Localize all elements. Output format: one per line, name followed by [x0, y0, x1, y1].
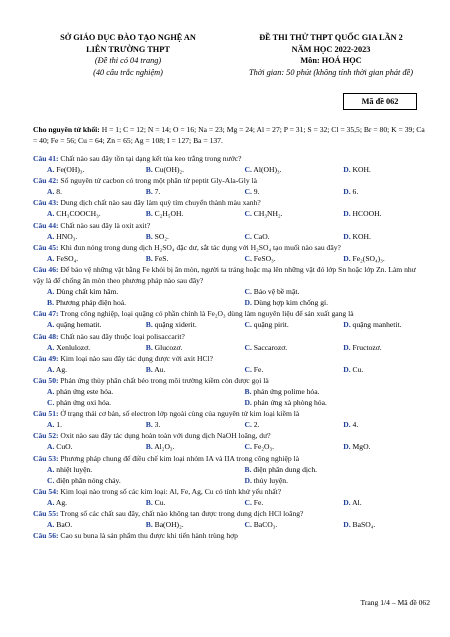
question-number: Câu 44:	[33, 220, 59, 230]
option-text: CH₃NH₂.	[253, 209, 283, 219]
option-letter: A.	[47, 442, 55, 452]
question-text: Chất nào sau đây tồn tại dạng kết tủa keo trắng trong nước?	[58, 154, 242, 163]
option-letter: C.	[244, 364, 252, 374]
question-text: Để bảo vệ những vật bằng Fe khỏi bị ăn mòn, người ta tráng hoặc mạ lên những vật đó lớp Sn hoặc lớp Zn. Làm như vậy là để chống ăn mòn theo phương pháp nào sau đây?	[33, 264, 416, 286]
option-letter: B.	[145, 165, 153, 175]
option-text: MgO.	[352, 442, 371, 452]
atomic-masses-label: Cho nguyên tử khối:	[33, 125, 100, 134]
option-text: nhiệt luyện.	[56, 464, 93, 474]
answer-option	[231, 164, 330, 175]
answer-option	[231, 475, 429, 486]
question-number: Câu 49:	[33, 353, 59, 363]
answer-option	[33, 397, 231, 408]
option-text: HCOOH.	[352, 209, 382, 219]
question-stem	[33, 453, 428, 464]
question-stem	[33, 375, 428, 386]
option-letter: A.	[47, 253, 55, 263]
option-letter: D.	[244, 475, 252, 485]
answer-option	[329, 364, 428, 375]
answer-option	[132, 342, 231, 353]
option-text: Bảo vệ bề mặt.	[253, 287, 300, 297]
option-letter: A.	[47, 497, 55, 507]
option-letter: B.	[145, 442, 153, 452]
question-text: Oxit nào sau đây tác dụng hoàn toàn với dung dịch NaOH loãng, dư?	[58, 431, 271, 441]
option-letter: A.	[47, 165, 55, 175]
question-stem	[33, 308, 428, 319]
answer-option	[132, 419, 231, 430]
header-left	[40, 32, 216, 78]
option-row	[33, 519, 428, 530]
option-letter: D.	[244, 298, 252, 308]
option-letter: D.	[343, 520, 351, 530]
option-letter: B.	[145, 364, 153, 374]
option-letter: D.	[343, 209, 351, 219]
option-text: thủy luyện.	[253, 475, 288, 485]
option-text: Al.	[352, 497, 362, 507]
question-number: Câu 43:	[33, 198, 59, 208]
question-number: Câu 54:	[33, 486, 59, 496]
option-text: Glucozơ.	[154, 342, 183, 352]
answer-option	[132, 208, 231, 219]
option-row	[33, 397, 428, 408]
question-text: Số nguyên tử cacbon có trong một phân tử peptit Gly-Ala-Gly là	[58, 176, 257, 186]
answer-option	[231, 364, 330, 375]
question-text: Chất nào sau đây thuộc loại polisaccarit?	[58, 331, 185, 341]
option-text: Al(OH)₃.	[253, 165, 282, 175]
option-text: Fe₂(SO₄)₃.	[352, 253, 385, 263]
option-letter: C.	[244, 187, 252, 197]
option-row	[33, 419, 428, 430]
question-stem	[33, 530, 428, 541]
answer-option	[132, 364, 231, 375]
answer-option	[329, 186, 428, 197]
answer-option	[33, 286, 231, 297]
answer-option	[33, 231, 132, 242]
option-text: 2.	[253, 420, 260, 430]
option-letter: C.	[47, 475, 55, 485]
answer-option	[231, 519, 330, 530]
answer-option	[33, 186, 132, 197]
option-text: 9.	[253, 187, 260, 197]
option-text: Cu.	[352, 364, 364, 374]
answer-option	[329, 519, 428, 530]
answer-option	[329, 342, 428, 353]
question-stem	[33, 408, 428, 419]
option-text: Fe.	[253, 364, 264, 374]
option-letter: A.	[47, 464, 55, 474]
header-right	[226, 32, 436, 78]
option-text: 4.	[352, 420, 359, 430]
option-letter: C.	[244, 442, 252, 452]
question-text: Kim loại nào sau đây tác dụng được với axit HCl?	[58, 353, 214, 363]
option-text: Ag.	[55, 497, 68, 507]
answer-option	[231, 419, 330, 430]
option-letter: D.	[343, 320, 351, 330]
option-text: SO₂.	[154, 231, 169, 241]
option-text: Cu.	[154, 497, 166, 507]
option-letter: D.	[343, 253, 351, 263]
option-text: C₂H₅OH.	[154, 209, 184, 219]
question-number: Câu 47:	[33, 309, 59, 319]
question-number: Câu 45:	[33, 242, 59, 252]
option-letter: D.	[244, 398, 252, 408]
answer-option	[329, 253, 428, 264]
answer-option	[33, 364, 132, 375]
question-stem	[33, 353, 428, 364]
page-count-note: (Đề thi có 04 trang)	[94, 56, 162, 66]
option-row	[33, 386, 428, 397]
option-letter: C.	[244, 287, 252, 297]
answer-option	[132, 231, 231, 242]
answer-option	[329, 164, 428, 175]
option-text: BaCO₃.	[253, 520, 278, 530]
option-text: KOH.	[352, 231, 371, 241]
question-number: Câu 52:	[33, 431, 59, 441]
option-text: Cu(OH)₂.	[154, 165, 185, 175]
question-text: Phương pháp chung để điều chế kim loại nhóm IA và IIA trong công nghiệp là	[58, 453, 300, 463]
option-text: Phương pháp điện hoá.	[55, 298, 127, 308]
option-letter: D.	[343, 364, 351, 374]
option-text: điện phân nóng chảy.	[56, 475, 121, 485]
exam-title: ĐỀ THI THỬ THPT QUỐC GIA LẦN 2	[259, 33, 403, 42]
option-letter: B.	[145, 320, 153, 330]
answer-option	[231, 286, 429, 297]
answer-option	[132, 441, 231, 452]
option-letter: A.	[47, 320, 55, 330]
question-list	[33, 153, 428, 541]
answer-option	[329, 419, 428, 430]
question-number: Câu 53:	[33, 453, 59, 463]
answer-option	[132, 186, 231, 197]
option-text: 7.	[154, 187, 161, 197]
option-text: FeSO₃.	[253, 253, 276, 263]
answer-option	[231, 231, 330, 242]
option-row	[33, 364, 428, 375]
question-number: Câu 56:	[33, 531, 59, 541]
question-stem	[33, 220, 428, 231]
option-text: quặng manhetit.	[352, 320, 402, 330]
option-text: BaO.	[56, 520, 73, 530]
option-row	[33, 497, 428, 508]
option-letter: A.	[47, 520, 55, 530]
answer-option	[33, 386, 231, 397]
option-text: Xenlulozơ.	[56, 342, 91, 352]
option-text: Al₂O₃.	[154, 442, 175, 452]
option-letter: D.	[343, 165, 351, 175]
question-number: Câu 48:	[33, 331, 59, 341]
question-number: Câu 55:	[33, 509, 59, 518]
answer-option	[33, 441, 132, 452]
department-name: SỞ GIÁO DỤC ĐÀO TẠO NGHỆ AN	[60, 33, 196, 42]
option-row	[33, 253, 428, 264]
option-letter: D.	[343, 420, 351, 430]
option-text: quặng pirit.	[253, 320, 289, 330]
answer-option	[33, 475, 231, 486]
option-letter: A.	[47, 386, 55, 396]
answer-option	[329, 208, 428, 219]
option-letter: A.	[47, 364, 55, 374]
question-stem	[33, 175, 428, 186]
subject: Môn: HOÁ HỌC	[300, 56, 362, 66]
answer-option	[231, 297, 429, 308]
option-text: Ag.	[55, 364, 68, 374]
answer-option	[33, 519, 132, 530]
question-number: Câu 46:	[33, 264, 59, 274]
option-letter: C.	[244, 342, 252, 352]
option-text: Fructozơ.	[352, 342, 382, 352]
school-year: NĂM HỌC 2022-2023	[291, 44, 371, 54]
option-row	[33, 475, 428, 486]
page-footer: Trang 1/4 – Mã đề 062	[360, 598, 430, 607]
answer-option	[132, 164, 231, 175]
answer-option	[33, 497, 132, 508]
option-letter: B.	[47, 298, 54, 308]
option-letter: D.	[343, 187, 351, 197]
answer-option	[231, 386, 429, 397]
option-letter: C.	[244, 420, 252, 430]
question-stem	[33, 331, 428, 342]
answer-option	[231, 441, 330, 452]
question-number: Câu 51:	[33, 409, 59, 419]
answer-option	[231, 397, 429, 408]
option-text: Au.	[154, 364, 166, 374]
option-letter: C.	[244, 320, 252, 330]
question-text: Trong công nghiệp, loại quặng có phần chính là Fe₂O₃ dùng làm nguyên liệu để sản xuất gang là	[58, 309, 354, 319]
question-number: Câu 41:	[33, 154, 59, 163]
question-stem	[33, 430, 428, 441]
option-letter: D.	[343, 231, 351, 241]
option-letter: A.	[47, 209, 55, 219]
option-text: 3.	[154, 420, 161, 430]
option-text: Fe(OH)₃.	[56, 165, 85, 175]
option-text: FeSO₄.	[56, 253, 79, 263]
option-row	[33, 342, 428, 353]
option-text: 6.	[352, 187, 359, 197]
option-text: Dùng chất kìm hãm.	[56, 287, 119, 297]
option-text: CaO.	[253, 231, 270, 241]
option-row	[33, 464, 428, 475]
atomic-masses	[33, 124, 425, 146]
answer-option	[33, 464, 231, 475]
answer-option	[231, 186, 330, 197]
option-letter: C.	[244, 209, 252, 219]
option-text: phản ứng este hóa.	[56, 386, 114, 396]
option-text: phản ứng xà phòng hóa.	[253, 398, 327, 408]
option-letter: A.	[47, 287, 55, 297]
option-row	[33, 231, 428, 242]
option-letter: B.	[145, 497, 153, 507]
answer-option	[33, 297, 231, 308]
option-letter: B.	[244, 386, 252, 396]
question-text: Ở trạng thái cơ bản, số electron lớp ngoài cùng của nguyên tử kim loại kiềm là	[58, 409, 300, 419]
option-letter: C.	[244, 497, 252, 507]
question-text: Cao su buna là sản phẩm thu được khi tiến hành trùng hợp	[58, 531, 238, 541]
answer-option	[231, 253, 330, 264]
option-text: Ba(OH)₂.	[154, 520, 184, 530]
question-stem	[33, 486, 428, 497]
option-letter: A.	[47, 420, 55, 430]
option-letter: C.	[47, 398, 55, 408]
answer-option	[231, 319, 330, 330]
option-letter: A.	[47, 231, 55, 241]
option-letter: A.	[47, 187, 55, 197]
question-stem	[33, 242, 428, 253]
question-text: Phản ứng thủy phân chất béo trong môi trường kiềm còn được gọi là	[58, 375, 269, 385]
answer-option	[33, 208, 132, 219]
atomic-masses-text: H = 1; C = 12; N = 14; O = 16; Na = 23; Mg = 24; Al = 27; P = 31; S = 32; Cl = 35,5; Br = 80; K = 39; Ca = 40; Fe = 56; Cu = 64; Zn = 65; Ag = 108; I = 127; Ba = 137.	[33, 125, 425, 145]
option-letter: B.	[145, 520, 153, 530]
answer-option	[231, 464, 429, 475]
answer-option	[33, 342, 132, 353]
option-text: điện phân dung dịch.	[253, 464, 318, 474]
option-text: phản ứng polime hóa.	[253, 386, 320, 396]
option-text: Dùng hợp kim chống gỉ.	[253, 298, 329, 308]
option-letter: B.	[145, 209, 153, 219]
option-letter: B.	[145, 420, 153, 430]
school-name: LIÊN TRƯỜNG THPT	[86, 44, 170, 54]
option-text: CuO.	[56, 442, 73, 452]
exam-code-box: Mã đề 062	[343, 93, 417, 110]
option-text: FeS.	[154, 253, 169, 263]
question-stem	[33, 153, 428, 164]
answer-option	[33, 319, 132, 330]
answer-option	[231, 497, 330, 508]
question-text: Chất nào sau đây là oxit axit?	[58, 220, 151, 230]
answer-option	[329, 497, 428, 508]
answer-option	[231, 208, 330, 219]
option-letter: B.	[145, 231, 153, 241]
option-letter: D.	[343, 442, 351, 452]
option-letter: D.	[343, 497, 351, 507]
option-text: 1.	[56, 420, 62, 430]
option-letter: B.	[145, 187, 153, 197]
answer-option	[132, 519, 231, 530]
answer-option	[132, 497, 231, 508]
option-letter: B.	[145, 342, 153, 352]
option-row	[33, 286, 428, 297]
option-letter: C.	[244, 165, 252, 175]
answer-option	[33, 164, 132, 175]
question-number: Câu 42:	[33, 176, 59, 186]
question-text: Trong số các chất sau đây, chất nào không tan được trong dung dịch HCl loãng?	[58, 509, 304, 518]
option-letter: C.	[244, 520, 252, 530]
answer-option	[33, 419, 132, 430]
option-text: KOH.	[352, 165, 371, 175]
answer-option	[231, 342, 330, 353]
option-letter: B.	[145, 253, 153, 263]
option-text: CH₃COOCH₃.	[56, 209, 101, 219]
answer-option	[329, 319, 428, 330]
option-row	[33, 186, 428, 197]
option-text: Fe₂O₃.	[253, 442, 275, 452]
option-row	[33, 297, 428, 308]
option-text: BaSO₄.	[352, 520, 376, 530]
option-text: HNO₃.	[56, 231, 78, 241]
option-row	[33, 441, 428, 452]
answer-option	[33, 253, 132, 264]
option-text: Saccarozơ.	[253, 342, 288, 352]
option-row	[33, 319, 428, 330]
option-letter: C.	[244, 253, 252, 263]
option-letter: A.	[47, 342, 55, 352]
option-letter: C.	[244, 231, 252, 241]
option-text: phản ứng oxi hóa.	[56, 398, 112, 408]
option-letter: D.	[343, 342, 351, 352]
option-row	[33, 164, 428, 175]
answer-option	[329, 441, 428, 452]
question-stem	[33, 264, 428, 286]
answer-option	[132, 253, 231, 264]
option-text: quặng hematit.	[56, 320, 102, 330]
option-row	[33, 208, 428, 219]
question-stem	[33, 508, 428, 519]
question-text: Kim loại nào trong số các kim loại: Al, Fe, Ag, Cu có tính khử yếu nhất?	[58, 486, 282, 496]
option-letter: B.	[244, 464, 252, 474]
question-number: Câu 50:	[33, 375, 59, 385]
option-text: Fe.	[253, 497, 264, 507]
option-text: quặng xiderit.	[154, 320, 197, 330]
question-text: Dung dịch chất nào sau đây làm quỳ tím chuyển thành màu xanh?	[58, 198, 261, 208]
answer-option	[329, 231, 428, 242]
question-stem	[33, 197, 428, 208]
answer-option	[132, 319, 231, 330]
question-count-note: (40 câu trắc nghiệm)	[93, 67, 163, 77]
option-text: 8.	[56, 187, 62, 197]
question-text: Khi đun nóng trong dung dịch H₂SO₄ đặc dư, sắt tác dụng với H₂SO₄ tạo muối nào sau đây?	[58, 242, 341, 252]
time-note: Thời gian: 50 phút (không tính thời gian phát đề)	[249, 67, 413, 77]
